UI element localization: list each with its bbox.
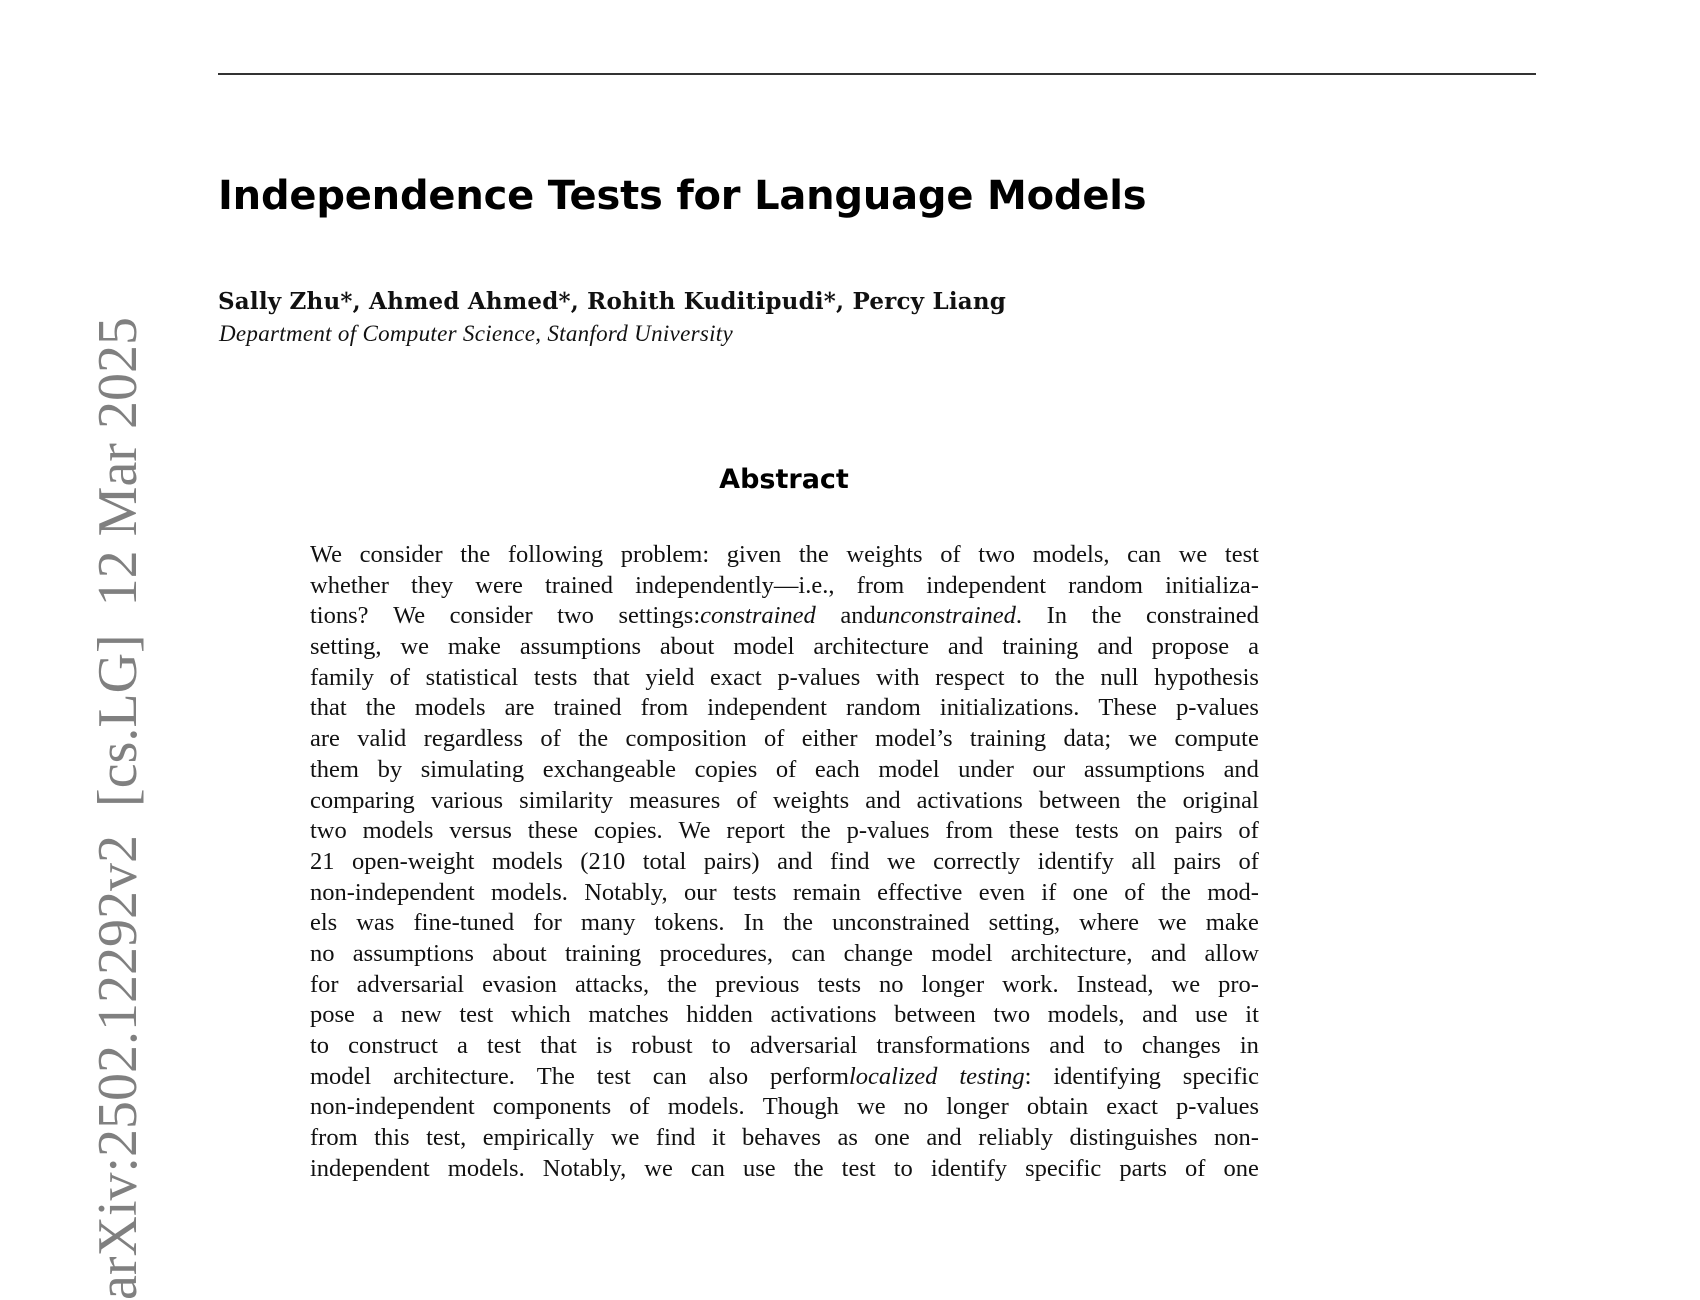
abstract-word: we (886, 847, 916, 875)
abstract-word: tests (533, 663, 578, 691)
abstract-word: and (865, 786, 901, 814)
abstract-word: of (629, 1093, 650, 1121)
abstract-word: tions? (310, 602, 369, 630)
abstract-word: of (389, 663, 411, 691)
abstract-word: work. (1002, 970, 1059, 998)
abstract-word: p-values (1176, 1093, 1259, 1121)
abstract-word: yield (645, 663, 695, 691)
abstract-word: the (1091, 602, 1122, 630)
abstract-word: empirically (482, 1124, 595, 1152)
abstract-word: and (1150, 939, 1187, 967)
abstract-word: of (1185, 1154, 1206, 1182)
abstract-word: by (377, 755, 403, 783)
abstract-word: architecture. (393, 1062, 515, 1090)
abstract-word: p-values (1175, 694, 1259, 722)
abstract-word: for (310, 970, 339, 998)
abstract-word: make (1205, 909, 1259, 937)
abstract-line (310, 601, 1259, 632)
abstract-word: longer (921, 970, 985, 998)
abstract-word: were (475, 571, 523, 599)
abstract-word: assumptions (1083, 755, 1205, 783)
abstract-word: random (846, 694, 921, 722)
abstract-word: of (1238, 817, 1259, 845)
abstract-word: the (1054, 663, 1085, 691)
abstract-word: the (783, 909, 814, 937)
abstract-word: where (1079, 909, 1140, 937)
abstract-word: random (1068, 571, 1143, 599)
abstract-word: obtain (1026, 1093, 1089, 1121)
abstract-word: measures (629, 786, 721, 814)
abstract-word: test (459, 1001, 494, 1029)
abstract-word: even (978, 878, 1025, 906)
abstract-word: components (492, 1093, 612, 1121)
abstract-word: test (841, 1154, 876, 1182)
abstract-word: we (644, 1154, 673, 1182)
abstract-word: we (400, 633, 429, 661)
abstract-word: similarity (519, 786, 614, 814)
abstract-word: and (1142, 1001, 1178, 1029)
abstract-word: open-weight (352, 847, 475, 875)
abstract-word: tokens. (654, 909, 725, 937)
abstract-word: can (1127, 541, 1162, 568)
abstract-word: initializa- (1165, 571, 1259, 599)
abstract-line (310, 632, 1259, 663)
abstract-word: to (310, 1032, 330, 1059)
abstract-word: pairs (1173, 847, 1222, 875)
abstract-word: We (393, 602, 426, 630)
abstract-word: independent (310, 1154, 430, 1182)
abstract-word: models, (1047, 1001, 1125, 1029)
abstract-word: the (1161, 878, 1191, 906)
abstract-word: and (1223, 755, 1259, 783)
abstract-word: models, (1032, 541, 1110, 568)
abstract-word: Notably, (542, 1154, 627, 1182)
abstract-word: a (372, 1001, 384, 1029)
abstract-word: models (362, 817, 434, 845)
abstract-word: compute (1174, 725, 1259, 753)
abstract-word: changes (1141, 1032, 1221, 1059)
abstract-line (310, 786, 1259, 817)
abstract-word: can (652, 1062, 687, 1090)
abstract-word: find (830, 847, 870, 875)
abstract-word: as (837, 1124, 858, 1152)
abstract-word: identifying (1053, 1062, 1161, 1090)
abstract-word: also (708, 1062, 749, 1090)
abstract-word: model (931, 939, 993, 967)
abstract-word: training (564, 939, 642, 967)
abstract-word: composition (625, 725, 747, 753)
abstract-word: weights (772, 786, 850, 814)
abstract-word: model’s (874, 725, 953, 753)
abstract-word: els (310, 909, 338, 937)
abstract-word: under (958, 755, 1014, 783)
abstract-word: models. (490, 878, 568, 906)
abstract-word: adversarial (356, 970, 465, 998)
abstract-line (310, 1154, 1259, 1185)
abstract-word: between (1038, 786, 1121, 814)
abstract-word: (210 (580, 847, 626, 875)
abstract-word: we (1158, 909, 1187, 937)
abstract-word: parts (1119, 1154, 1167, 1182)
abstract-word: consider (359, 541, 443, 568)
abstract-word: robust (631, 1032, 693, 1059)
abstract-line (310, 663, 1259, 694)
arxiv-identifier-text: arXiv:2502.12292v2 [cs.LG] 12 Mar 2025 (87, 317, 149, 1300)
abstract-word: of (1124, 878, 1145, 906)
abstract-word: one (874, 1124, 910, 1152)
abstract-word: assumptions (519, 633, 641, 661)
abstract-word: new (400, 1001, 442, 1029)
abstract-word: the (798, 541, 829, 568)
abstract-word: architecture (813, 633, 929, 661)
abstract-word: regardless (423, 725, 523, 753)
abstract-word: specific (1025, 1154, 1102, 1182)
abstract-word: about (492, 939, 547, 967)
abstract-word: pose (310, 1001, 355, 1029)
abstract-word: test, (426, 1124, 467, 1152)
abstract-word: pairs) (703, 847, 760, 875)
abstract-line (310, 970, 1259, 1001)
abstract-word: from (640, 694, 689, 722)
abstract-word: hypothesis (1154, 663, 1259, 691)
abstract-word: the (667, 970, 698, 998)
abstract-word: activations (770, 1001, 877, 1029)
abstract-word: p-values (777, 663, 861, 691)
abstract-word: the (1136, 786, 1167, 814)
abstract-word: of (764, 725, 785, 753)
abstract-line (310, 1031, 1259, 1062)
abstract-word: was (356, 909, 395, 937)
abstract-word: and (1049, 1032, 1085, 1059)
abstract-word: are (310, 725, 340, 753)
abstract-word: make (447, 633, 501, 661)
abstract-word: of (940, 541, 961, 568)
abstract-word: we (1128, 725, 1158, 753)
abstract-line (310, 1062, 1259, 1093)
abstract-word: performlocalized (770, 1062, 938, 1090)
abstract-line (310, 908, 1259, 939)
abstract-word: use (742, 1154, 776, 1182)
abstract-word: reliably (978, 1124, 1054, 1152)
abstract-line (310, 816, 1259, 847)
abstract-word: previous (715, 970, 800, 998)
author-affiliation: Department of Computer Science, Stanford University (219, 321, 733, 346)
abstract-word: for (533, 909, 562, 937)
abstract-word: propose (1151, 633, 1230, 661)
abstract-word: respect (935, 663, 1005, 691)
abstract-word: one (1223, 1154, 1259, 1182)
abstract-word: copies. (593, 817, 663, 845)
abstract-word: between (894, 1001, 976, 1029)
abstract-word: assumptions (352, 939, 474, 967)
abstract-word: These (1098, 694, 1157, 722)
abstract-line (310, 540, 1259, 571)
abstract-word: model (310, 1062, 372, 1090)
abstract-word: is (595, 1032, 613, 1059)
abstract-word: constrained (1145, 602, 1259, 630)
abstract-line (310, 1123, 1259, 1154)
abstract-word: family (310, 663, 374, 691)
abstract-heading: Abstract (719, 464, 849, 495)
abstract-word: whether (310, 571, 389, 599)
abstract-word: with (875, 663, 920, 691)
abstract-word: a (1248, 633, 1259, 661)
abstract-word: tests (732, 878, 777, 906)
abstract-word: a (457, 1032, 468, 1059)
author-list: Sally Zhu*, Ahmed Ahmed*, Rohith Kuditipudi*, Percy Liang (218, 288, 1007, 315)
abstract-word: non- (1214, 1124, 1259, 1152)
abstract-word: we (857, 1093, 886, 1121)
abstract-word: we (610, 1124, 640, 1152)
abstract-word: given (726, 541, 782, 568)
abstract-word: no (310, 939, 335, 967)
abstract-word: models. (447, 1154, 525, 1182)
abstract-word: it (1245, 1001, 1259, 1029)
abstract-word: independent (926, 571, 1047, 599)
abstract-word: problem: (620, 541, 710, 568)
abstract-word: of (1238, 847, 1259, 875)
abstract-word: allow (1204, 939, 1259, 967)
abstract-word: non-independent (310, 1093, 475, 1121)
abstract-word: this (374, 1124, 410, 1152)
header-rule (218, 73, 1536, 75)
abstract-word: remain (792, 878, 861, 906)
abstract-word: these (1008, 817, 1060, 845)
abstract-word: our (1032, 755, 1066, 783)
abstract-word: either (801, 725, 858, 753)
abstract-word: p-values (846, 817, 930, 845)
abstract-word: from (856, 571, 905, 599)
abstract-line (310, 571, 1259, 602)
abstract-word: We (678, 817, 711, 845)
abstract-word: fine-tuned (413, 909, 515, 937)
abstract-word: models (492, 847, 563, 875)
abstract-word: model (878, 755, 940, 783)
abstract-word: activations (916, 786, 1023, 814)
abstract-word: of (775, 755, 797, 783)
abstract-word: in (1239, 1032, 1259, 1059)
abstract-word: pairs (1174, 817, 1223, 845)
abstract-word: each (814, 755, 860, 783)
abstract-word: valid (357, 725, 407, 753)
abstract-word: consider (449, 602, 533, 630)
abstract-word: to (1103, 1032, 1123, 1059)
abstract-word: attacks, (574, 970, 650, 998)
abstract-word: identify (930, 1154, 1008, 1182)
abstract-word: construct (348, 1032, 438, 1059)
abstract-word: and (947, 633, 984, 661)
abstract-word: training (1002, 633, 1079, 661)
abstract-word: settings:constrained (618, 602, 816, 630)
abstract-word: test (1224, 541, 1259, 568)
abstract-word: adversarial (749, 1032, 858, 1059)
abstract-line (310, 847, 1259, 878)
abstract-word: which (510, 1001, 571, 1029)
abstract-word: that (540, 1032, 577, 1059)
abstract-word: identify (1037, 847, 1114, 875)
abstract-line (310, 755, 1259, 786)
abstract-word: procedures, (659, 939, 774, 967)
abstract-word: test (596, 1062, 631, 1090)
abstract-word: are (504, 694, 535, 722)
abstract-word: from (310, 1124, 358, 1152)
abstract-word: initializations. (939, 694, 1080, 722)
abstract-word: two (557, 602, 594, 630)
abstract-word: pro- (1218, 970, 1259, 998)
abstract-word: one (1072, 878, 1108, 906)
abstract-word: exact (710, 663, 762, 691)
abstract-word: training (969, 725, 1047, 753)
abstract-word: total (642, 847, 687, 875)
abstract-word: it (711, 1124, 726, 1152)
abstract-word: and (1097, 633, 1133, 661)
abstract-word: correctly (933, 847, 1021, 875)
abstract-word: find (655, 1124, 696, 1152)
abstract-word: if (1041, 878, 1057, 906)
abstract-word: transformations (876, 1032, 1031, 1059)
abstract-word: original (1182, 786, 1259, 814)
abstract-word: tests (1075, 817, 1119, 845)
abstract-body (310, 540, 1259, 1184)
abstract-word: use (1195, 1001, 1228, 1029)
abstract-word: mod- (1207, 878, 1259, 906)
abstract-line (310, 1092, 1259, 1123)
abstract-word: tests (817, 970, 862, 998)
abstract-word: all (1131, 847, 1156, 875)
abstract-word: our (683, 878, 717, 906)
abstract-word: behaves (742, 1124, 821, 1152)
abstract-word: 21 (310, 847, 335, 875)
abstract-word: models (414, 694, 486, 722)
abstract-word: versus (449, 817, 512, 845)
abstract-word: The (536, 1062, 575, 1090)
abstract-word: can (791, 939, 826, 967)
abstract-word: from (945, 817, 994, 845)
abstract-word: we (1171, 970, 1201, 998)
abstract-word: that (593, 663, 630, 691)
abstract-word: change (843, 939, 913, 967)
abstract-word: them (310, 755, 359, 783)
abstract-word: setting, (310, 633, 382, 661)
abstract-word: Instead, (1076, 970, 1154, 998)
abstract-word: we (1178, 541, 1208, 568)
abstract-line (310, 693, 1259, 724)
abstract-word: exchangeable (542, 755, 677, 783)
abstract-word: unconstrained (832, 909, 970, 937)
abstract-word: test (486, 1032, 522, 1059)
abstract-word: We (310, 541, 343, 568)
abstract-word: on (1134, 817, 1160, 845)
abstract-word: no (903, 1093, 929, 1121)
abstract-word: no (879, 970, 904, 998)
abstract-word: setting, (988, 909, 1061, 937)
abstract-word: distinguishes (1069, 1124, 1198, 1152)
abstract-word: testing: (959, 1062, 1032, 1090)
abstract-word: Notably, (584, 878, 668, 906)
abstract-word: the (793, 1154, 824, 1182)
abstract-word: to (1020, 663, 1040, 691)
abstract-word: andunconstrained. (840, 602, 1023, 630)
abstract-word: about (659, 633, 715, 661)
abstract-word: evasion (482, 970, 557, 998)
abstract-word: and (926, 1124, 962, 1152)
abstract-word: comparing (310, 786, 415, 814)
abstract-line (310, 939, 1259, 970)
abstract-line (310, 724, 1259, 755)
abstract-word: specific (1182, 1062, 1259, 1090)
abstract-word: simulating (420, 755, 525, 783)
abstract-word: independent (707, 694, 827, 722)
abstract-word: longer (946, 1093, 1009, 1121)
abstract-word: In (1046, 602, 1067, 630)
abstract-word: following (507, 541, 604, 568)
abstract-word: copies (694, 755, 758, 783)
paper-title: Independence Tests for Language Models (218, 173, 1147, 219)
abstract-word: and (777, 847, 813, 875)
abstract-line (310, 1000, 1259, 1031)
abstract-word: hidden (686, 1001, 753, 1029)
abstract-word: to (711, 1032, 731, 1059)
abstract-line (310, 878, 1259, 909)
abstract-word: In (743, 909, 765, 937)
abstract-word: can (690, 1154, 725, 1182)
abstract-word: of (540, 725, 561, 753)
abstract-word: trained (553, 694, 622, 722)
abstract-word: matches (588, 1001, 669, 1029)
abstract-word: the (460, 541, 491, 568)
abstract-word: statistical (425, 663, 519, 691)
abstract-word: non-independent (310, 878, 475, 906)
abstract-word: null (1100, 663, 1139, 691)
abstract-word: models. (667, 1093, 745, 1121)
abstract-word: two (993, 1001, 1031, 1029)
abstract-word: architecture, (1010, 939, 1133, 967)
abstract-word: report (726, 817, 785, 845)
abstract-word: to (893, 1154, 913, 1182)
abstract-word: that (310, 694, 347, 722)
abstract-word: these (527, 817, 579, 845)
abstract-word: the (800, 817, 831, 845)
arxiv-identifier-stamp (38, 317, 149, 1300)
abstract-word: the (578, 725, 609, 753)
abstract-word: effective (877, 878, 963, 906)
abstract-word: trained (545, 571, 614, 599)
abstract-word: model (733, 633, 795, 661)
abstract-word: independently—i.e., (635, 571, 835, 599)
abstract-word: exact (1106, 1093, 1158, 1121)
abstract-word: Though (762, 1093, 839, 1121)
abstract-word: various (430, 786, 503, 814)
abstract-word: many (580, 909, 636, 937)
abstract-word: two (978, 541, 1015, 568)
abstract-word: weights (846, 541, 923, 568)
abstract-word: data; (1063, 725, 1112, 753)
abstract-word: the (365, 694, 396, 722)
abstract-word: they (411, 571, 454, 599)
abstract-word: two (310, 817, 347, 845)
abstract-word: of (736, 786, 757, 814)
